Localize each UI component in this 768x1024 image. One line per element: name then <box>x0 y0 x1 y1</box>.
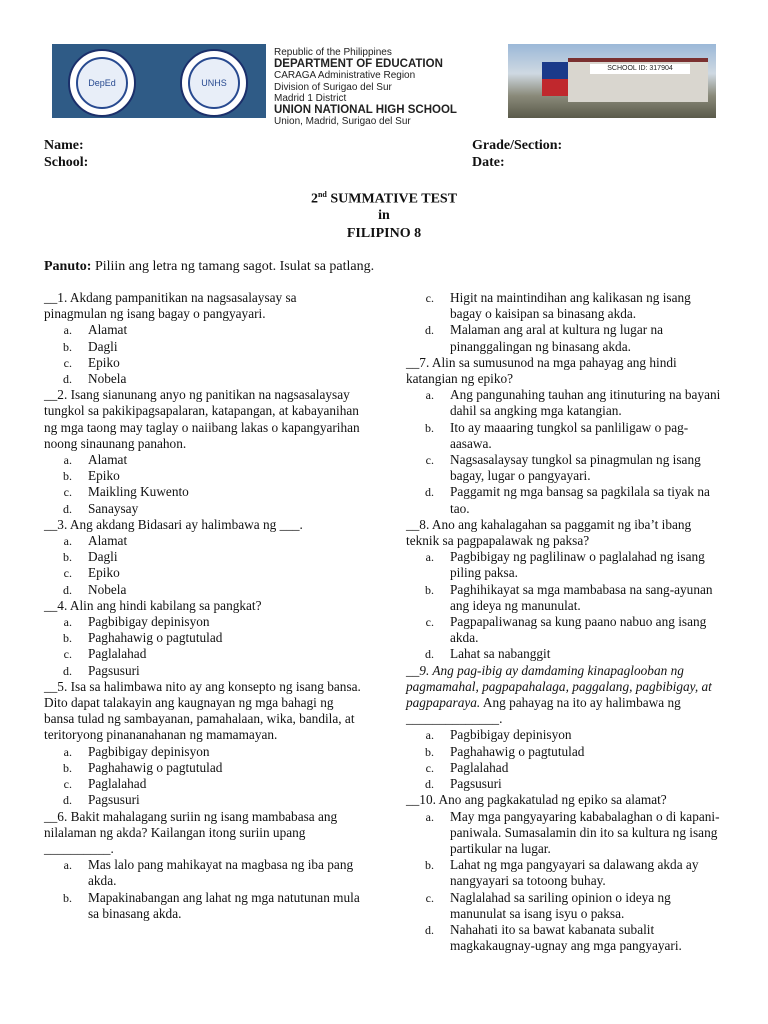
option-text: Pagsusuri <box>88 792 140 808</box>
option-letter: a. <box>63 534 72 549</box>
option-text: Pagbibigay ng paglilinaw o paglalahad ng isang piling paksa. <box>450 549 705 581</box>
option-text: Pagsusuri <box>88 662 140 678</box>
option-item <box>406 646 724 662</box>
option-text: Epiko <box>88 354 120 370</box>
option-item <box>406 290 724 322</box>
header-line: Division of Surigao del Sur <box>274 81 392 93</box>
grade-section-label: Grade/Section: <box>472 138 563 153</box>
option-text: Ito ay maaaring tungkol sa panliligaw o pag-aasawa. <box>450 419 689 451</box>
option-letter: a. <box>63 453 72 468</box>
header-line: CARAGA Administrative Region <box>274 70 416 81</box>
school-seal-logo <box>180 49 248 117</box>
question-plain-part: Ang pahayag na ito ay halimbawa ng ______________. <box>406 695 681 727</box>
option-item <box>406 322 724 354</box>
option-text: Alamat <box>88 533 128 549</box>
option-item <box>406 549 724 581</box>
title-ordinal: nd <box>317 190 327 199</box>
title-text: SUMMATIVE TEST <box>326 191 458 207</box>
date-label: Date: <box>472 155 505 170</box>
option-text: Alamat <box>88 322 128 338</box>
option-letter: c. <box>425 760 434 775</box>
option-item <box>406 614 724 646</box>
option-letter: c. <box>63 485 72 500</box>
option-letter: c. <box>425 890 434 905</box>
option-item <box>44 533 362 549</box>
question-text: __5. Isa sa halimbawa nito ay ang konsepto ng isang bansa. Dito dapat talakayin ang kaugnayan ng mga bahagi ng bansa tulad ng sambayanan, pamahalaan, wika, bandila, at teritoryong pinananahanan ng mamamayan. <box>44 678 361 743</box>
question-italic-part: __9. Ang pag-ibig ay damdaming kinapaglooban ng pagmamahal, pagpapahalaga, paggalang, pagbibigay, at pagpaparaya. <box>406 662 712 711</box>
question-text: __6. Bakit mahalagang suriin ng isang mambabasa ang nilalaman ng akda? Kailangan itong suriin upang __________. <box>44 808 338 856</box>
right-column <box>406 290 724 954</box>
option-item <box>44 549 362 565</box>
option-letter: c. <box>425 453 434 468</box>
instructions-text: Piliin ang letra ng tamang sagot. Isulat sa patlang. <box>91 259 375 274</box>
option-letter: d. <box>63 663 72 678</box>
option-text: Mas lalo pang mahikayat na magbasa ng iba pang akda. <box>88 857 354 889</box>
header-line: Madrid 1 District <box>274 93 347 104</box>
option-letter: c. <box>425 291 434 305</box>
option-item <box>406 744 724 760</box>
school-photo <box>508 44 716 118</box>
question-text <box>406 663 724 728</box>
option-letter: b. <box>425 420 434 435</box>
option-item <box>44 630 362 646</box>
option-letter: b. <box>425 858 434 873</box>
option-text: May mga pangyayaring kababalaghan o di kapani-paniwala. Sumasalamin din ito sa kultura ng isang partikular na lugar. <box>450 808 720 856</box>
option-text: Paghahawig o pagtutulad <box>88 759 223 775</box>
option-item <box>44 371 362 387</box>
option-text: Lahat sa nabanggit <box>450 646 551 662</box>
school-id-sign: SCHOOL ID: 317904 <box>590 64 690 74</box>
option-text: Sanaysay <box>88 500 139 516</box>
option-text: Epiko <box>88 468 120 484</box>
option-text: Alamat <box>88 452 128 468</box>
option-item <box>406 776 724 792</box>
option-text: Paglalahad <box>88 646 147 662</box>
test-title <box>0 190 768 208</box>
option-text: Pagbibigay depinisyon <box>450 727 572 743</box>
option-letter: c. <box>425 615 434 630</box>
deped-seal-label: DepEd <box>76 57 128 109</box>
question-text: __7. Alin sa sumusunod na mga pahayag ang hindi katangian ng epiko? <box>406 354 677 387</box>
option-letter: c. <box>63 566 72 581</box>
option-item <box>406 890 724 922</box>
option-letter: b. <box>63 890 72 905</box>
option-item <box>44 857 362 889</box>
option-item <box>406 452 724 484</box>
option-text: Lahat ng mga pangyayari sa dalawang akda ay nangyayari sa totoong buhay. <box>450 857 699 889</box>
option-text: Pagsusuri <box>450 776 502 792</box>
option-text: Paglalahad <box>88 776 147 792</box>
option-item <box>44 468 362 484</box>
option-letter: a. <box>63 744 72 759</box>
option-item <box>44 646 362 662</box>
header-text <box>266 44 510 127</box>
option-item <box>44 776 362 792</box>
option-letter: d. <box>425 647 434 662</box>
option-text: Dagli <box>88 338 118 354</box>
instructions <box>44 259 374 275</box>
option-text: Nahahati ito sa bawat kabanata subalit magkakaugnay-ugnay ang mga pangyayari. <box>450 921 682 954</box>
question-text: __3. Ang akdang Bidasari ay halimbawa ng ___. <box>44 516 303 532</box>
option-text: Paggamit ng mga bansag sa pagkilala sa tiyak na tao. <box>450 484 710 516</box>
name-label: Name: <box>44 138 84 153</box>
option-text: Mapakinabangan ang lahat ng mga natutunan mula sa binasang akda. <box>88 889 360 921</box>
title-number: 2 <box>310 191 318 207</box>
option-text: Dagli <box>88 549 118 565</box>
option-item <box>44 501 362 517</box>
question-text: __2. Isang sianunang anyo ng panitikan na nagsasalaysay tungkol sa pakikipagsapalaran, katapangan, at kabayanihan ng mga taong may taglay o naiibang lakas o kapangyarihan noong sinaunang panahon. <box>44 387 360 451</box>
option-letter: a. <box>425 728 434 743</box>
question-text: __4. Alin ang hindi kabilang sa pangkat? <box>44 597 262 613</box>
header-banner <box>52 44 716 127</box>
option-letter: b. <box>425 582 434 597</box>
option-text: Nobela <box>88 371 127 387</box>
option-letter: d. <box>425 485 434 500</box>
option-item <box>44 663 362 679</box>
header-line: Republic of the Philippines <box>274 47 392 58</box>
option-item <box>44 322 362 338</box>
flag-image <box>542 62 568 96</box>
option-item <box>44 792 362 808</box>
option-item <box>44 565 362 581</box>
title-in: in <box>378 208 390 223</box>
title-subject: FILIPINO 8 <box>346 226 422 241</box>
option-letter: a. <box>425 388 434 403</box>
option-letter: a. <box>63 858 72 873</box>
option-text: Nobela <box>88 581 127 597</box>
option-letter: b. <box>63 339 72 354</box>
option-text: Paghihikayat sa mga mambabasa na sang-ayunan ang ideya ng manunulat. <box>450 581 713 613</box>
option-letter: a. <box>425 550 434 565</box>
option-item <box>44 760 362 776</box>
header-line: UNION NATIONAL HIGH SCHOOL <box>274 103 457 116</box>
option-item <box>406 727 724 743</box>
option-item <box>44 452 362 468</box>
option-text: Pagbibigay depinisyon <box>88 743 210 759</box>
option-letter: d. <box>63 501 72 516</box>
option-text: Epiko <box>88 565 120 581</box>
option-letter: d. <box>425 777 434 792</box>
option-letter: a. <box>425 809 434 824</box>
option-item <box>44 890 362 922</box>
option-item <box>44 484 362 500</box>
option-text: Paghahawig o pagtutulad <box>88 630 223 646</box>
option-text: Higit na maintindihan ang kalikasan ng isang bagay o kaisipan sa binasang akda. <box>450 290 691 322</box>
option-item <box>406 809 724 858</box>
option-text: Pagpapaliwanag sa kung paano nabuo ang isang akda. <box>450 614 707 646</box>
header-line: DEPARTMENT OF EDUCATION <box>274 57 443 70</box>
deped-seal-logo <box>68 49 136 117</box>
option-letter: b. <box>63 760 72 775</box>
option-letter: d. <box>63 582 72 597</box>
option-item <box>44 339 362 355</box>
question-text: __1. Akdang pampanitikan na nagsasalaysay sa pinagmulan ng isang bagay o pangyayari. <box>44 290 297 322</box>
option-letter: c. <box>63 647 72 662</box>
option-letter: d. <box>425 323 434 338</box>
option-letter: b. <box>63 631 72 646</box>
option-letter: b. <box>63 469 72 484</box>
option-item <box>406 484 724 516</box>
instructions-label: Panuto: <box>44 259 92 274</box>
option-item <box>406 760 724 776</box>
option-text: Paglalahad <box>450 759 509 775</box>
option-letter: b. <box>63 550 72 565</box>
school-label: School: <box>44 155 89 170</box>
option-text: Maikling Kuwento <box>88 484 189 500</box>
left-column <box>44 290 362 922</box>
school-seal-label: UNHS <box>188 57 240 109</box>
option-item <box>44 614 362 630</box>
option-item <box>44 744 362 760</box>
option-letter: c. <box>63 777 72 792</box>
option-item <box>406 857 724 889</box>
option-letter: b. <box>425 744 434 759</box>
option-item <box>44 355 362 371</box>
option-text: Pagbibigay depinisyon <box>88 614 210 630</box>
option-letter: d. <box>63 372 72 387</box>
option-text: Ang pangunahing tauhan ang itinuturing na bayani dahil sa angking mga katangian. <box>450 387 721 419</box>
option-text: Nagsasalaysay tungkol sa pinagmulan ng isang bagay, lugar o pangyayari. <box>450 452 701 484</box>
option-item <box>406 420 724 452</box>
option-letter: d. <box>63 793 72 808</box>
option-item <box>406 387 724 419</box>
option-text: Malaman ang aral at kultura ng lugar na pinanggalingan ng binasang akda. <box>450 322 664 354</box>
option-item <box>406 922 724 954</box>
question-text: __10. Ano ang pagkakatulad ng epiko sa alamat? <box>406 792 667 808</box>
option-letter: a. <box>63 323 72 338</box>
option-item <box>44 582 362 598</box>
option-item <box>406 582 724 614</box>
header-line: Union, Madrid, Surigao del Sur <box>274 116 411 127</box>
question-text: __8. Ano ang kahalagahan sa paggamit ng iba’t ibang teknik sa pagpapalawak ng paksa? <box>406 516 692 549</box>
option-text: Naglalahad sa sariling opinion o ideya ng manunulat sa isang isyu o paksa. <box>450 889 671 921</box>
option-letter: d. <box>425 922 434 937</box>
option-letter: c. <box>63 355 72 370</box>
option-letter: a. <box>63 615 72 630</box>
option-text: Paghahawig o pagtutulad <box>450 743 585 759</box>
